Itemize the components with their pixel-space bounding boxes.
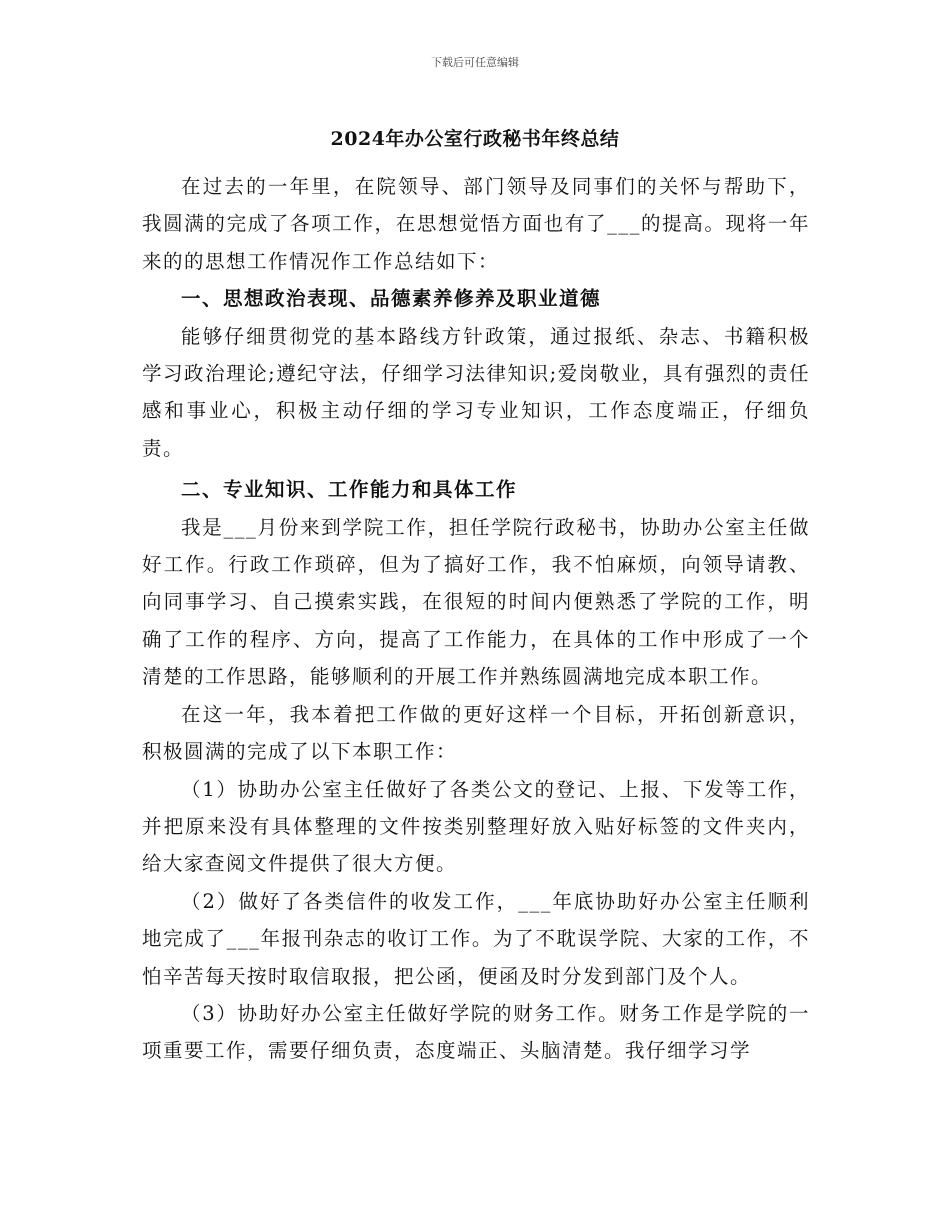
section-2-intro-list: 在这一年，我本着把工作做的更好这样一个目标，开拓创新意识，积极圆满的完成了以下本职工作：	[142, 702, 810, 764]
document-title: 2024年办公室行政秘书年终总结	[330, 128, 620, 150]
list-item-3: （3）协助好办公室主任做好学院的财务工作。财务工作是学院的一项重要工作，需要仔细负责，态度端正、头脑清楚。我仔细学习学	[142, 1001, 810, 1063]
header-note: 下载后可任意编辑	[431, 56, 519, 69]
list-item-2: （2）做好了各类信件的收发工作，___年底协助好办公室主任顺利地完成了___年报刊杂志的收订工作。为了不耽误学院、大家的工作，不怕辛苦每天按时取信取报，把公函，便函及时分发到部门及个人。	[142, 889, 810, 988]
section-1-paragraph: 能够仔细贯彻党的基本路线方针政策，通过报纸、杂志、书籍积极学习政治理论;遵纪守法，仔细学习法律知识;爱岗敬业，具有强烈的责任感和事业心，积极主动仔细的学习专业知识，工作态度端正，仔细负责。	[142, 324, 810, 460]
intro-paragraph: 在过去的一年里，在院领导、部门领导及同事们的关怀与帮助下，我圆满的完成了各项工作，在思想觉悟方面也有了___的提高。现将一年来的的思想工作情况作工作总结如下：	[142, 175, 810, 273]
list-item-1: （1）协助办公室主任做好了各类公文的登记、上报、下发等工作，并把原来没有具体整理的文件按类别整理好放入贴好标签的文件夹内，给大家查阅文件提供了很大方便。	[142, 777, 810, 876]
section-heading-2: 二、专业知识、工作能力和具体工作	[181, 478, 518, 502]
section-heading-1: 一、思想政治表现、品德素养修养及职业道德	[181, 287, 602, 311]
document-body	[142, 168, 810, 1070]
section-2-paragraph: 我是___月份来到学院工作，担任学院行政秘书，协助办公室主任做好工作。行政工作琐碎，但为了搞好工作，我不怕麻烦，向领导请教、向同事学习、自己摸索实践，在很短的时间内便熟悉了学院的工作，明确了工作的程序、方向，提高了工作能力，在具体的工作中形成了一个清楚的工作思路，能够顺利的开展工作并熟练圆满地完成本职工作。	[142, 515, 810, 689]
